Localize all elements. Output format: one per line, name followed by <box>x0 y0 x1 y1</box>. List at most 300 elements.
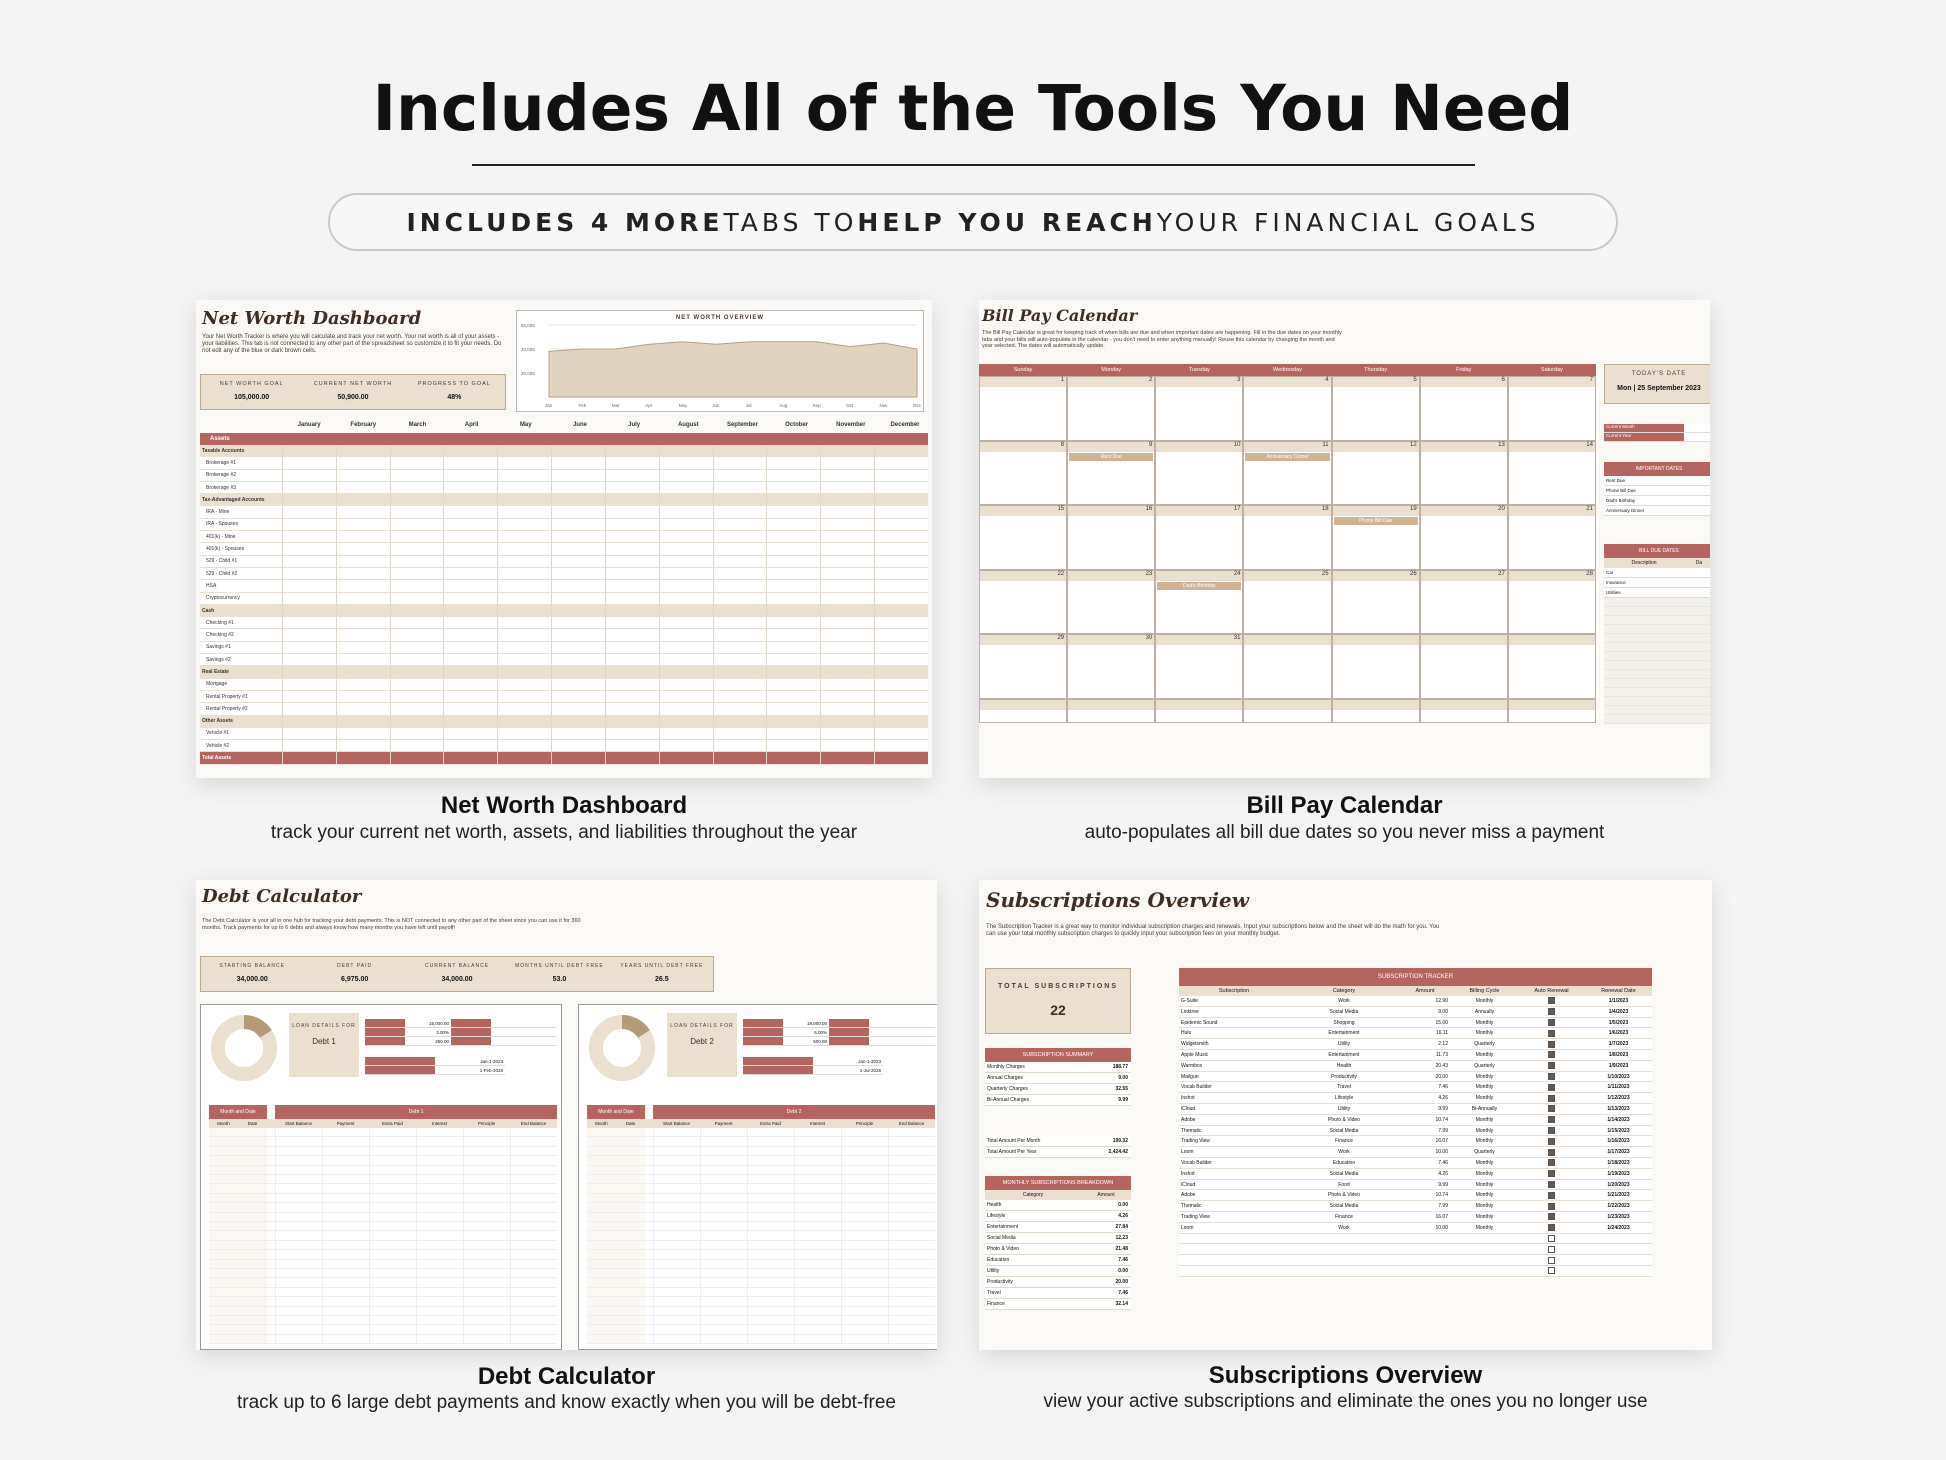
tracker-auto-renew <box>1518 1244 1585 1254</box>
loan-row-cell <box>888 1166 935 1174</box>
loan-row-cell <box>510 1260 557 1268</box>
loan-row-date <box>238 1194 267 1202</box>
loan-table-col: Start Balance <box>662 1121 690 1126</box>
net-worth-cell <box>282 556 336 567</box>
net-worth-cell <box>497 506 551 517</box>
net-worth-row-cells <box>282 752 928 763</box>
net-worth-cell <box>443 494 497 505</box>
calendar-day-number <box>1068 700 1154 710</box>
net-worth-cell <box>874 580 928 591</box>
net-worth-cell <box>766 703 820 714</box>
loan-row-cell <box>322 1222 369 1230</box>
loan-table-col: Payment <box>714 1121 733 1126</box>
tracker-name: Widgetsmith <box>1181 1041 1209 1048</box>
loan-table-col: Extra Paid <box>382 1121 403 1126</box>
net-worth-cell <box>820 728 874 739</box>
loan-table-row <box>587 1222 935 1231</box>
subs-screen-title: Subscriptions Overview <box>986 888 1249 912</box>
net-worth-row-cells <box>282 617 928 628</box>
loan-row-month <box>587 1184 616 1192</box>
total-subscriptions-value: 22 <box>1050 1002 1066 1018</box>
todays-date-box <box>1604 364 1710 404</box>
tracker-amount: 9.99 <box>1438 1181 1448 1188</box>
net-worth-cell <box>497 679 551 690</box>
debt-kpi <box>406 957 508 991</box>
bill-due-label: Car <box>1606 570 1614 575</box>
tracker-amount <box>1399 1244 1451 1254</box>
net-worth-cell <box>497 457 551 468</box>
loan-row-cell <box>275 1307 322 1315</box>
loan-table-row <box>209 1260 557 1269</box>
tracker-header-row <box>1179 986 1652 996</box>
tracker-amount: 15.00 <box>1435 1019 1448 1026</box>
tracker-row <box>1179 1244 1652 1255</box>
loan-table-row <box>587 1307 935 1316</box>
net-worth-row <box>200 482 928 494</box>
tracker-row <box>1179 1072 1652 1083</box>
loan-row-date <box>616 1156 645 1164</box>
tracker-auto-renew <box>1518 1158 1585 1168</box>
loan-table-col: Start Balance <box>284 1121 312 1126</box>
loan-row-cell <box>841 1269 888 1277</box>
loan-row-date <box>238 1307 267 1315</box>
loan-row-cell <box>700 1241 747 1249</box>
net-worth-cell <box>605 691 659 702</box>
tracker-name: Vocab Builder <box>1181 1159 1212 1166</box>
net-worth-cell <box>443 580 497 591</box>
tracker-name: Loom <box>1181 1224 1194 1231</box>
net-worth-cell <box>874 506 928 517</box>
net-worth-row-cells <box>282 506 928 517</box>
tracker-col: Auto Renewal <box>1534 988 1569 994</box>
calendar-day-number: 5 <box>1333 377 1419 387</box>
net-worth-cell <box>497 691 551 702</box>
net-worth-cell <box>659 568 713 579</box>
net-worth-cell <box>551 457 605 468</box>
checkbox-checked-icon <box>1548 1084 1555 1091</box>
net-worth-row-label: 401(k) - Mine <box>206 533 236 540</box>
loan-row-month <box>209 1231 238 1239</box>
loan-table-row <box>587 1241 935 1250</box>
chart-xtick: Jan <box>545 403 553 408</box>
breakdown-label: Social Media <box>987 1235 1016 1241</box>
tracker-name: Mailgun <box>1181 1073 1199 1080</box>
checkbox-checked-icon <box>1548 1105 1555 1112</box>
loan-table-col: Principle <box>477 1121 496 1126</box>
net-worth-cell <box>713 531 767 542</box>
loan-info-key <box>451 1028 491 1036</box>
loan-info-key <box>365 1019 405 1027</box>
bill-due-empty-row <box>1604 616 1710 625</box>
loan-row-month <box>587 1128 616 1136</box>
loan-row-date <box>616 1147 645 1155</box>
loan-row-cell <box>369 1297 416 1305</box>
loan-row-cell <box>322 1184 369 1192</box>
calendar-day-number: 13 <box>1421 442 1507 452</box>
net-worth-cell <box>874 679 928 690</box>
loan-row-cell <box>510 1231 557 1239</box>
chart-xtick: Mar <box>611 403 620 408</box>
summary-label: Quarterly Charges <box>987 1086 1028 1092</box>
loan-table-row <box>587 1278 935 1287</box>
net-worth-cell <box>551 728 605 739</box>
bill-due-empty-row <box>1604 643 1710 652</box>
loan-row-cell <box>510 1288 557 1296</box>
loan-row-cell <box>416 1288 463 1296</box>
loan-row-cell <box>841 1231 888 1239</box>
debt-kpi-label: CURRENT BALANCE <box>424 963 490 969</box>
loan-table-col: Interest <box>431 1121 447 1126</box>
net-worth-cell <box>443 482 497 493</box>
net-worth-cell <box>390 691 444 702</box>
net-worth-cell <box>874 629 928 640</box>
loan-row-cell <box>510 1250 557 1258</box>
net-worth-cell <box>605 752 659 763</box>
net-worth-cell <box>766 580 820 591</box>
loan-row-cell <box>747 1222 794 1230</box>
loan-row-cell <box>653 1278 700 1286</box>
summary-row <box>985 1073 1131 1084</box>
breakdown-row <box>985 1277 1131 1288</box>
loan-row-cell <box>700 1288 747 1296</box>
tracker-name: G-Suite <box>1181 998 1198 1004</box>
net-worth-cell <box>497 605 551 616</box>
loan-dates <box>743 1057 883 1075</box>
loan-row-month <box>209 1213 238 1221</box>
calendar-day-cell <box>1332 634 1420 699</box>
month-header-cell: November <box>836 422 866 428</box>
net-worth-row-label: Checking #1 <box>206 619 234 626</box>
loan-row-month <box>209 1184 238 1192</box>
loan-table-row <box>587 1128 935 1137</box>
loan-row-cell <box>275 1316 322 1324</box>
month-header-cell: September <box>726 422 758 428</box>
tracker-name: Epidemic Sound <box>1181 1019 1218 1026</box>
net-worth-cell <box>605 482 659 493</box>
chart-xtick: Feb <box>578 403 587 408</box>
tracker-cycle: Monthly <box>1475 1159 1494 1166</box>
bill-due-empty-row <box>1604 652 1710 661</box>
net-worth-cell <box>766 457 820 468</box>
breakdown-label: Education <box>987 1257 1010 1263</box>
net-worth-cell <box>497 580 551 591</box>
loan-row-month <box>209 1128 238 1136</box>
net-worth-cell <box>659 445 713 456</box>
totals-label: Total Amount Per Year <box>987 1149 1037 1155</box>
net-worth-cell <box>336 531 390 542</box>
tracker-auto-renew <box>1518 1072 1585 1082</box>
net-worth-cell <box>390 679 444 690</box>
net-worth-row-label: Rental Property #1 <box>206 693 248 700</box>
loan-table-col: End Balance <box>520 1121 547 1126</box>
calendar-day-number: 2 <box>1068 377 1154 387</box>
calendar-day-number <box>1244 700 1330 710</box>
loan-info-value <box>491 1019 557 1027</box>
loan-info-grid <box>743 1019 935 1046</box>
loan-row-cell <box>322 1156 369 1164</box>
loan-row-cell <box>888 1194 935 1202</box>
loan-row-date <box>238 1269 267 1277</box>
loan-row-date <box>616 1316 645 1324</box>
calendar-day-cell <box>1508 505 1596 570</box>
debt-kpi <box>303 957 405 991</box>
net-worth-row-cells <box>282 531 928 542</box>
net-worth-cell <box>820 716 874 727</box>
loan-row-cell <box>747 1335 794 1343</box>
loan-end-date: 1-Feb-2028 <box>479 1068 503 1073</box>
net-worth-caption-title: Net Worth Dashboard <box>440 792 688 819</box>
net-worth-cell <box>820 506 874 517</box>
tracker-category: Productivity <box>1331 1073 1357 1080</box>
loan-row-cell <box>700 1269 747 1277</box>
loan-row-month <box>587 1213 616 1221</box>
loan-row-cell <box>888 1231 935 1239</box>
loan-row-month <box>209 1241 238 1249</box>
net-worth-cell <box>497 654 551 665</box>
tracker-cycle: Monthly <box>1475 998 1494 1004</box>
net-worth-cell <box>605 703 659 714</box>
tracker-amount: 4.26 <box>1438 1170 1448 1177</box>
loan-row-month <box>587 1316 616 1324</box>
tracker-auto-renew <box>1518 1136 1585 1146</box>
breakdown-value: 7.46 <box>1118 1290 1128 1296</box>
tracker-renewal-date: 1/8/2023 <box>1608 1051 1629 1058</box>
bill-pay-screenshot <box>979 300 1710 778</box>
loan-row-cell <box>463 1250 510 1258</box>
month-year-selector <box>1604 424 1710 442</box>
net-worth-cell <box>336 580 390 591</box>
loan-row-cell <box>322 1288 369 1296</box>
loan-row-month <box>587 1241 616 1249</box>
loan-row-cell <box>700 1128 747 1136</box>
tracker-auto-renew <box>1518 1180 1585 1190</box>
debt-intro: The Debt Calculator is your all in one hub for tracking your debt payments. This is NOT connected to any other part of the sheet since you can use it for 360 months. Track payments for up to 6 debts and always know how many months you have left until payoff! <box>202 918 581 931</box>
loan-table-row <box>209 1166 557 1175</box>
tracker-category: Utility <box>1337 1105 1351 1112</box>
loan-row-cell <box>416 1250 463 1258</box>
net-worth-cell <box>659 494 713 505</box>
tracker-auto-renew <box>1518 1169 1585 1179</box>
calendar-day-number <box>1333 700 1419 710</box>
tracker-row <box>1179 1158 1652 1169</box>
net-worth-cell <box>874 445 928 456</box>
net-worth-cell <box>282 691 336 702</box>
loan-row-cell <box>416 1241 463 1249</box>
net-worth-cell <box>336 556 390 567</box>
net-worth-row-label: 529 - Child #1 <box>206 558 238 565</box>
tracker-renewal-date: 1/24/2023 <box>1607 1224 1630 1231</box>
net-worth-cell <box>874 605 928 616</box>
loan-payment-value: 500.00 <box>813 1039 827 1044</box>
loan-details-name: Debt 2 <box>690 1037 714 1046</box>
tracker-amount: 16.11 <box>1435 1030 1448 1037</box>
net-worth-cell <box>282 593 336 604</box>
loan-row-date <box>616 1175 645 1183</box>
net-worth-cell <box>551 666 605 677</box>
loan-table-row <box>209 1156 557 1165</box>
net-worth-cell <box>443 691 497 702</box>
calendar-day-number: 25 <box>1244 571 1330 581</box>
important-date-row <box>1604 506 1710 516</box>
net-worth-cell <box>766 593 820 604</box>
net-worth-cell <box>659 654 713 665</box>
net-worth-cell <box>497 666 551 677</box>
net-worth-kpi <box>302 375 403 409</box>
month-header-cell: October <box>785 422 809 428</box>
loan-table-row <box>587 1147 935 1156</box>
title-underline <box>472 164 1475 166</box>
tracker-cycle: Quarterly <box>1474 1062 1495 1069</box>
loan-row-cell <box>463 1213 510 1221</box>
net-worth-cell <box>551 629 605 640</box>
loan-row-date <box>238 1128 267 1136</box>
net-worth-row-label: Real Estate <box>202 668 229 675</box>
net-worth-cell <box>336 679 390 690</box>
tracker-category: Social Media <box>1329 1008 1359 1015</box>
tracker-name: Thematic <box>1181 1203 1202 1210</box>
loan-table-col: Date <box>247 1121 258 1126</box>
important-date-label: Anniversary Dinner <box>1606 508 1645 513</box>
loan-row-cell <box>888 1316 935 1324</box>
tracker-row <box>1179 1104 1652 1115</box>
loan-date-row <box>743 1066 883 1075</box>
loan-table-row <box>209 1278 557 1287</box>
bill-due-empty-row <box>1604 688 1710 697</box>
loan-row-month <box>587 1335 616 1343</box>
calendar-day-cell <box>1332 376 1420 441</box>
loan-row-date <box>238 1278 267 1286</box>
net-worth-cell <box>551 642 605 653</box>
loan-info-key <box>743 1019 783 1027</box>
net-worth-cell <box>282 506 336 517</box>
loan-row-cell <box>416 1325 463 1333</box>
net-worth-row-label: Vehicle #2 <box>206 742 230 749</box>
tracker-auto-renew <box>1518 1093 1585 1103</box>
chart-area-series <box>549 342 917 397</box>
loan-row-month <box>587 1156 616 1164</box>
loan-end-date: 1-Jul-2026 <box>859 1068 881 1073</box>
loan-dates <box>365 1057 505 1075</box>
net-worth-cell <box>551 703 605 714</box>
loan-row-cell <box>794 1213 841 1221</box>
chart-xtick: May <box>678 403 688 408</box>
loan-table-row <box>209 1316 557 1325</box>
loan-row-cell <box>747 1278 794 1286</box>
net-worth-cell <box>820 494 874 505</box>
loan-row-cell <box>747 1307 794 1315</box>
net-worth-cell <box>497 617 551 628</box>
net-worth-cell <box>390 482 444 493</box>
net-worth-row-cells <box>282 629 928 640</box>
month-header-cell: December <box>890 422 920 428</box>
net-worth-row <box>200 593 928 605</box>
tracker-auto-renew <box>1518 1212 1585 1222</box>
net-worth-row <box>200 580 928 592</box>
loan-table-row <box>587 1316 935 1325</box>
loan-row-cell <box>841 1288 888 1296</box>
breakdown-row <box>985 1255 1131 1266</box>
loan-row-cell <box>416 1156 463 1164</box>
net-worth-cell <box>551 494 605 505</box>
checkbox-empty-icon <box>1548 1267 1555 1274</box>
breakdown-value: 7.46 <box>1118 1257 1128 1263</box>
debt-kpi <box>611 957 713 991</box>
loan-row-date <box>238 1156 267 1164</box>
important-dates-header: IMPORTANT DATES <box>1604 462 1710 476</box>
calendar-day-cell <box>1243 505 1331 570</box>
calendar-day-cell <box>1243 570 1331 635</box>
loan-row-cell <box>369 1137 416 1145</box>
tracker-row <box>1179 1169 1652 1180</box>
loan-rate-value: 3.00% <box>436 1030 449 1035</box>
net-worth-cell <box>874 593 928 604</box>
net-worth-row <box>200 568 928 580</box>
tracker-renewal-date: 1/6/2023 <box>1608 1030 1629 1037</box>
loan-row-cell <box>700 1307 747 1315</box>
net-worth-cell <box>713 543 767 554</box>
chart-xtick: Nov <box>879 403 888 408</box>
tracker-name <box>1179 1244 1289 1254</box>
tracker-cycle: Monthly <box>1475 1084 1494 1091</box>
tracker-col: Category <box>1332 988 1356 994</box>
bill-due-dates-list <box>1604 558 1710 724</box>
net-worth-cell <box>443 654 497 665</box>
net-worth-row <box>200 691 928 703</box>
calendar-day-number: 31 <box>1156 635 1242 645</box>
tracker-category: Finance <box>1335 1213 1353 1220</box>
loan-info-value <box>869 1028 935 1036</box>
loan-row-cell <box>841 1241 888 1249</box>
loan-row-cell <box>416 1184 463 1192</box>
loan-row-cell <box>653 1203 700 1211</box>
summary-row <box>985 1095 1131 1106</box>
bill-due-empty-row <box>1604 706 1710 715</box>
loan-row-cell <box>416 1166 463 1174</box>
net-worth-row-label: Savings #1 <box>206 644 231 651</box>
calendar-day-cell <box>1067 699 1155 723</box>
loan-row-cell <box>369 1166 416 1174</box>
summary-row <box>985 1084 1131 1095</box>
loan-row-cell <box>700 1175 747 1183</box>
net-worth-cell <box>820 605 874 616</box>
net-worth-cell <box>282 629 336 640</box>
calendar-day-cell <box>1420 570 1508 635</box>
tracker-row <box>1179 1212 1652 1223</box>
bill-pay-screen-title: Bill Pay Calendar <box>982 306 1138 325</box>
loan-row-cell <box>700 1213 747 1221</box>
tracker-name: Adobe <box>1181 1116 1196 1123</box>
net-worth-row <box>200 543 928 555</box>
loan-row-cell <box>700 1231 747 1239</box>
loan-row-cell <box>841 1307 888 1315</box>
net-worth-cell <box>713 445 767 456</box>
tracker-category <box>1289 1255 1399 1265</box>
loan-row-month <box>209 1297 238 1305</box>
loan-row-cell <box>747 1128 794 1136</box>
pill-text-1: TABS TO <box>723 207 858 237</box>
tracker-row <box>1179 1093 1652 1104</box>
loan-row-cell <box>463 1269 510 1277</box>
net-worth-cell <box>659 506 713 517</box>
loan-info-key <box>451 1019 491 1027</box>
loan-row-cell <box>510 1222 557 1230</box>
tracker-row <box>1179 1082 1652 1093</box>
loan-row-cell <box>416 1128 463 1136</box>
net-worth-cell <box>713 691 767 702</box>
net-worth-cell <box>336 691 390 702</box>
loan-row-cell <box>794 1222 841 1230</box>
loan-row-date <box>616 1213 645 1221</box>
